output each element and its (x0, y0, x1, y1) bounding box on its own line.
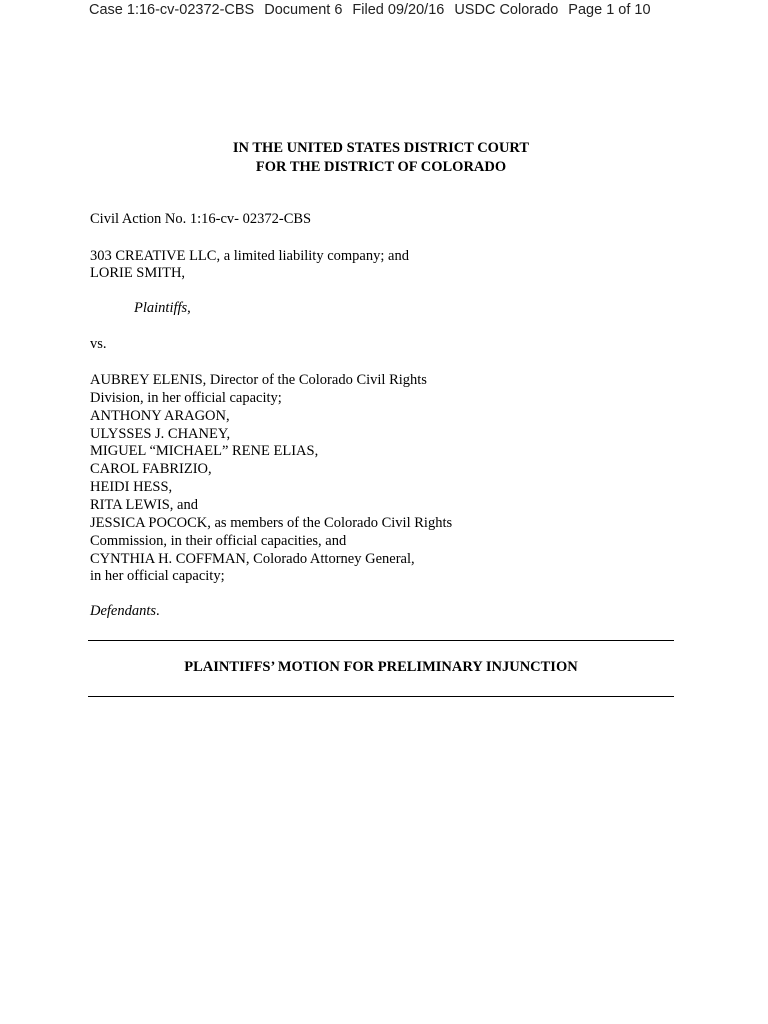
defendant-line: ANTHONY ARAGON, (90, 408, 230, 424)
court-heading (0, 139, 762, 177)
defendant-line: JESSICA POCOCK, as members of the Colorado Civil Rights (90, 515, 453, 531)
motion-title: PLAINTIFFS’ MOTION FOR PRELIMINARY INJUNCTION (184, 659, 578, 675)
versus: vs. (90, 336, 107, 352)
defendant-line: AUBREY ELENIS, Director of the Colorado Civil Rights (90, 372, 427, 388)
court-name: USDC Colorado (454, 2, 559, 18)
filing-header (89, 2, 661, 18)
defendant-line: RITA LEWIS, and (90, 497, 198, 513)
plaintiff-line-1: 303 CREATIVE LLC, a limited liability company; and (90, 248, 409, 264)
civil-action-number: Civil Action No. 1:16-cv- 02372-CBS (90, 211, 312, 227)
plaintiff-line-2: LORIE SMITH, (90, 265, 186, 281)
defendants-label-suffix: . (156, 603, 160, 619)
defendant-line: ULYSSES J. CHANEY, (90, 426, 231, 442)
defendants-label (90, 602, 160, 620)
document-number: Document 6 (264, 2, 343, 18)
page-indicator: Page 1 of 10 (568, 2, 651, 18)
plaintiffs-label-suffix: , (187, 300, 191, 316)
defendant-line: in her official capacity; (90, 568, 225, 584)
defendant-line: Division, in her official capacity; (90, 390, 282, 406)
title-bottom-rule (88, 696, 674, 697)
defendant-line: CAROL FABRIZIO, (90, 461, 212, 477)
defendant-line: HEIDI HESS, (90, 479, 173, 495)
plaintiffs-label-text: Plaintiffs (134, 300, 188, 316)
court-heading-line-1: IN THE UNITED STATES DISTRICT COURT (232, 140, 530, 156)
defendant-line: Commission, in their official capacities, and (90, 533, 347, 549)
plaintiffs-label (134, 299, 191, 317)
filed-date: Filed 09/20/16 (352, 2, 445, 18)
defendants-label-text: Defendants (90, 603, 157, 619)
case-number: Case 1:16-cv-02372-CBS (89, 2, 255, 18)
defendant-line: CYNTHIA H. COFFMAN, Colorado Attorney General, (90, 551, 415, 567)
defendant-line: MIGUEL “MICHAEL” RENE ELIAS, (90, 443, 319, 459)
court-heading-line-2: FOR THE DISTRICT OF COLORADO (255, 159, 507, 175)
title-top-rule (88, 640, 674, 641)
